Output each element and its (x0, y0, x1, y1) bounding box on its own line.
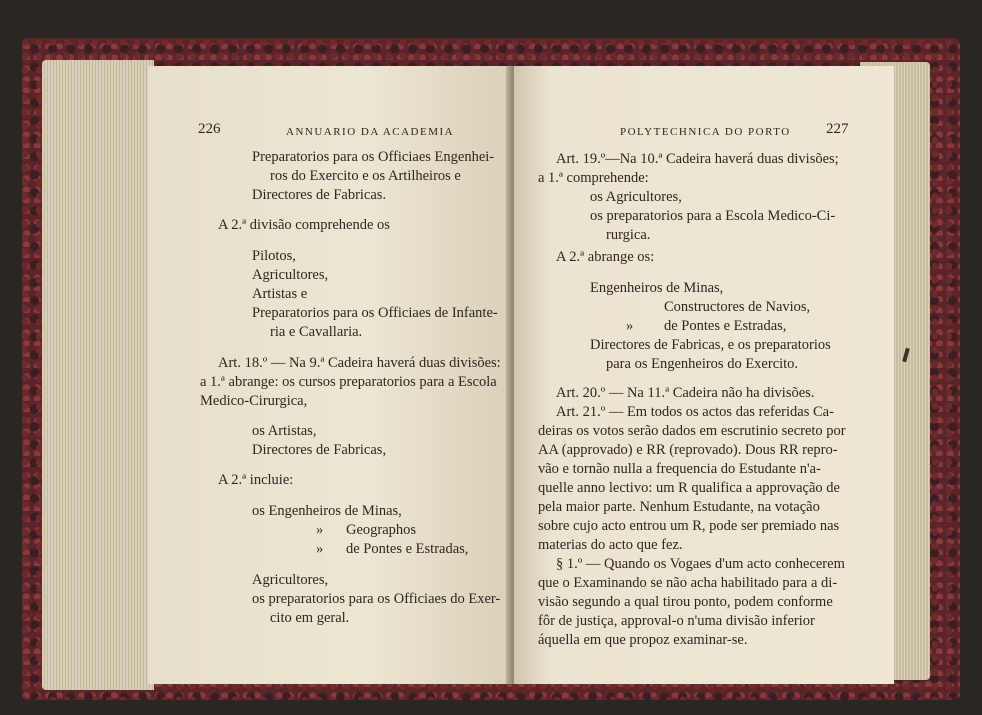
text-line: Directores de Fabricas, e os preparatorios (590, 337, 831, 353)
text-line: Art. 18.º — Na 9.ª Cadeira haverá duas divisões: (218, 355, 501, 371)
left-page (148, 66, 512, 684)
text-line: Medico-Cirurgica, (200, 393, 308, 409)
text-line: que o Examinando se não acha habilitado para a di- (538, 575, 838, 591)
text-line: Art. 20.º — Na 11.ª Cadeira não ha divisões. (556, 385, 815, 401)
right-page (514, 66, 894, 684)
text-line: sobre cujo acto entrou um R, pode ser premiado nas (538, 518, 840, 534)
ditto-mark: » (316, 522, 324, 538)
text-line: áquella em que propoz examinar-se. (538, 632, 748, 648)
ditto-mark: » (626, 318, 634, 334)
text-line: os Engenheiros de Minas, (252, 503, 402, 519)
text-line: materias do acto que fez. (538, 537, 683, 553)
left-page-edges (42, 60, 154, 690)
text-line: ria e Cavallaria. (270, 324, 363, 340)
text-line: Directores de Fabricas. (252, 187, 387, 203)
ditto-mark: » (316, 541, 324, 557)
text-line: vão e tornão nulla a frequencia do Estudante n'a- (538, 461, 821, 477)
text-line: cito em geral. (270, 610, 350, 626)
running-head: POLYTECHNICA DO PORTO (620, 126, 791, 138)
text-line: de Pontes e Estradas, (664, 318, 787, 334)
text-line: A 2.ª divisão comprehende os (218, 217, 390, 233)
text-line: Constructores de Navios, (664, 299, 811, 315)
text-line: Preparatorios para os Officiaes Engenhei- (252, 149, 495, 165)
text-line: Preparatorios para os Officiaes de Infante- (252, 305, 498, 321)
page-number: 226 (198, 121, 221, 137)
text-line: § 1.º — Quando os Vogaes d'um acto conhecerem (556, 556, 845, 572)
text-line: Art. 19.º—Na 10.ª Cadeira haverá duas divisões; (556, 151, 839, 167)
text-line: Engenheiros de Minas, (590, 280, 724, 296)
text-line: ros do Exercito e os Artilheiros e (270, 168, 461, 184)
text-line: Art. 21.º — Em todos os actos das referidas Ca- (556, 404, 834, 420)
text-line: os Agricultores, (590, 189, 682, 205)
text-line: deiras os votos serão dados em escrutinio secreto por (538, 423, 846, 439)
text-line: quelle anno lectivo: um R qualifica a approvação de (538, 480, 840, 496)
text-line: Artistas e (252, 286, 308, 302)
text-line: Directores de Fabricas, (252, 442, 387, 458)
running-head: ANNUARIO DA ACADEMIA (286, 126, 455, 138)
text-line: de Pontes e Estradas, (346, 541, 469, 557)
page-number: 227 (826, 121, 849, 137)
text-line: pela maior parte. Nenhum Estudante, na votação (538, 499, 820, 515)
text-line: rurgica. (606, 227, 651, 243)
text-line: para os Engenheiros do Exercito. (606, 356, 799, 372)
text-line: os preparatorios para a Escola Medico-Ci- (590, 208, 836, 224)
text-line: a 1.ª abrange: os cursos preparatorios para a Escola (200, 374, 497, 390)
text-line: fôr de justiça, approval-o n'uma divisão inferior (538, 613, 815, 629)
text-line: a 1.ª comprehende: (538, 170, 649, 186)
text-line: Agricultores, (252, 267, 329, 283)
text-line: A 2.ª abrange os: (556, 249, 655, 265)
text-line: visão segundo a qual tirou ponto, podem conforme (538, 594, 833, 610)
text-line: Pilotos, (252, 248, 296, 264)
text-line: os preparatorios para os Officiaes do Exer- (252, 591, 501, 607)
text-line: Agricultores, (252, 572, 329, 588)
text-line: A 2.ª incluie: (218, 472, 294, 488)
text-line: os Artistas, (252, 423, 317, 439)
text-line: AA (approvado) e RR (reprovado). Dous RR repro- (538, 442, 838, 458)
text-line: Geographos (346, 522, 417, 538)
